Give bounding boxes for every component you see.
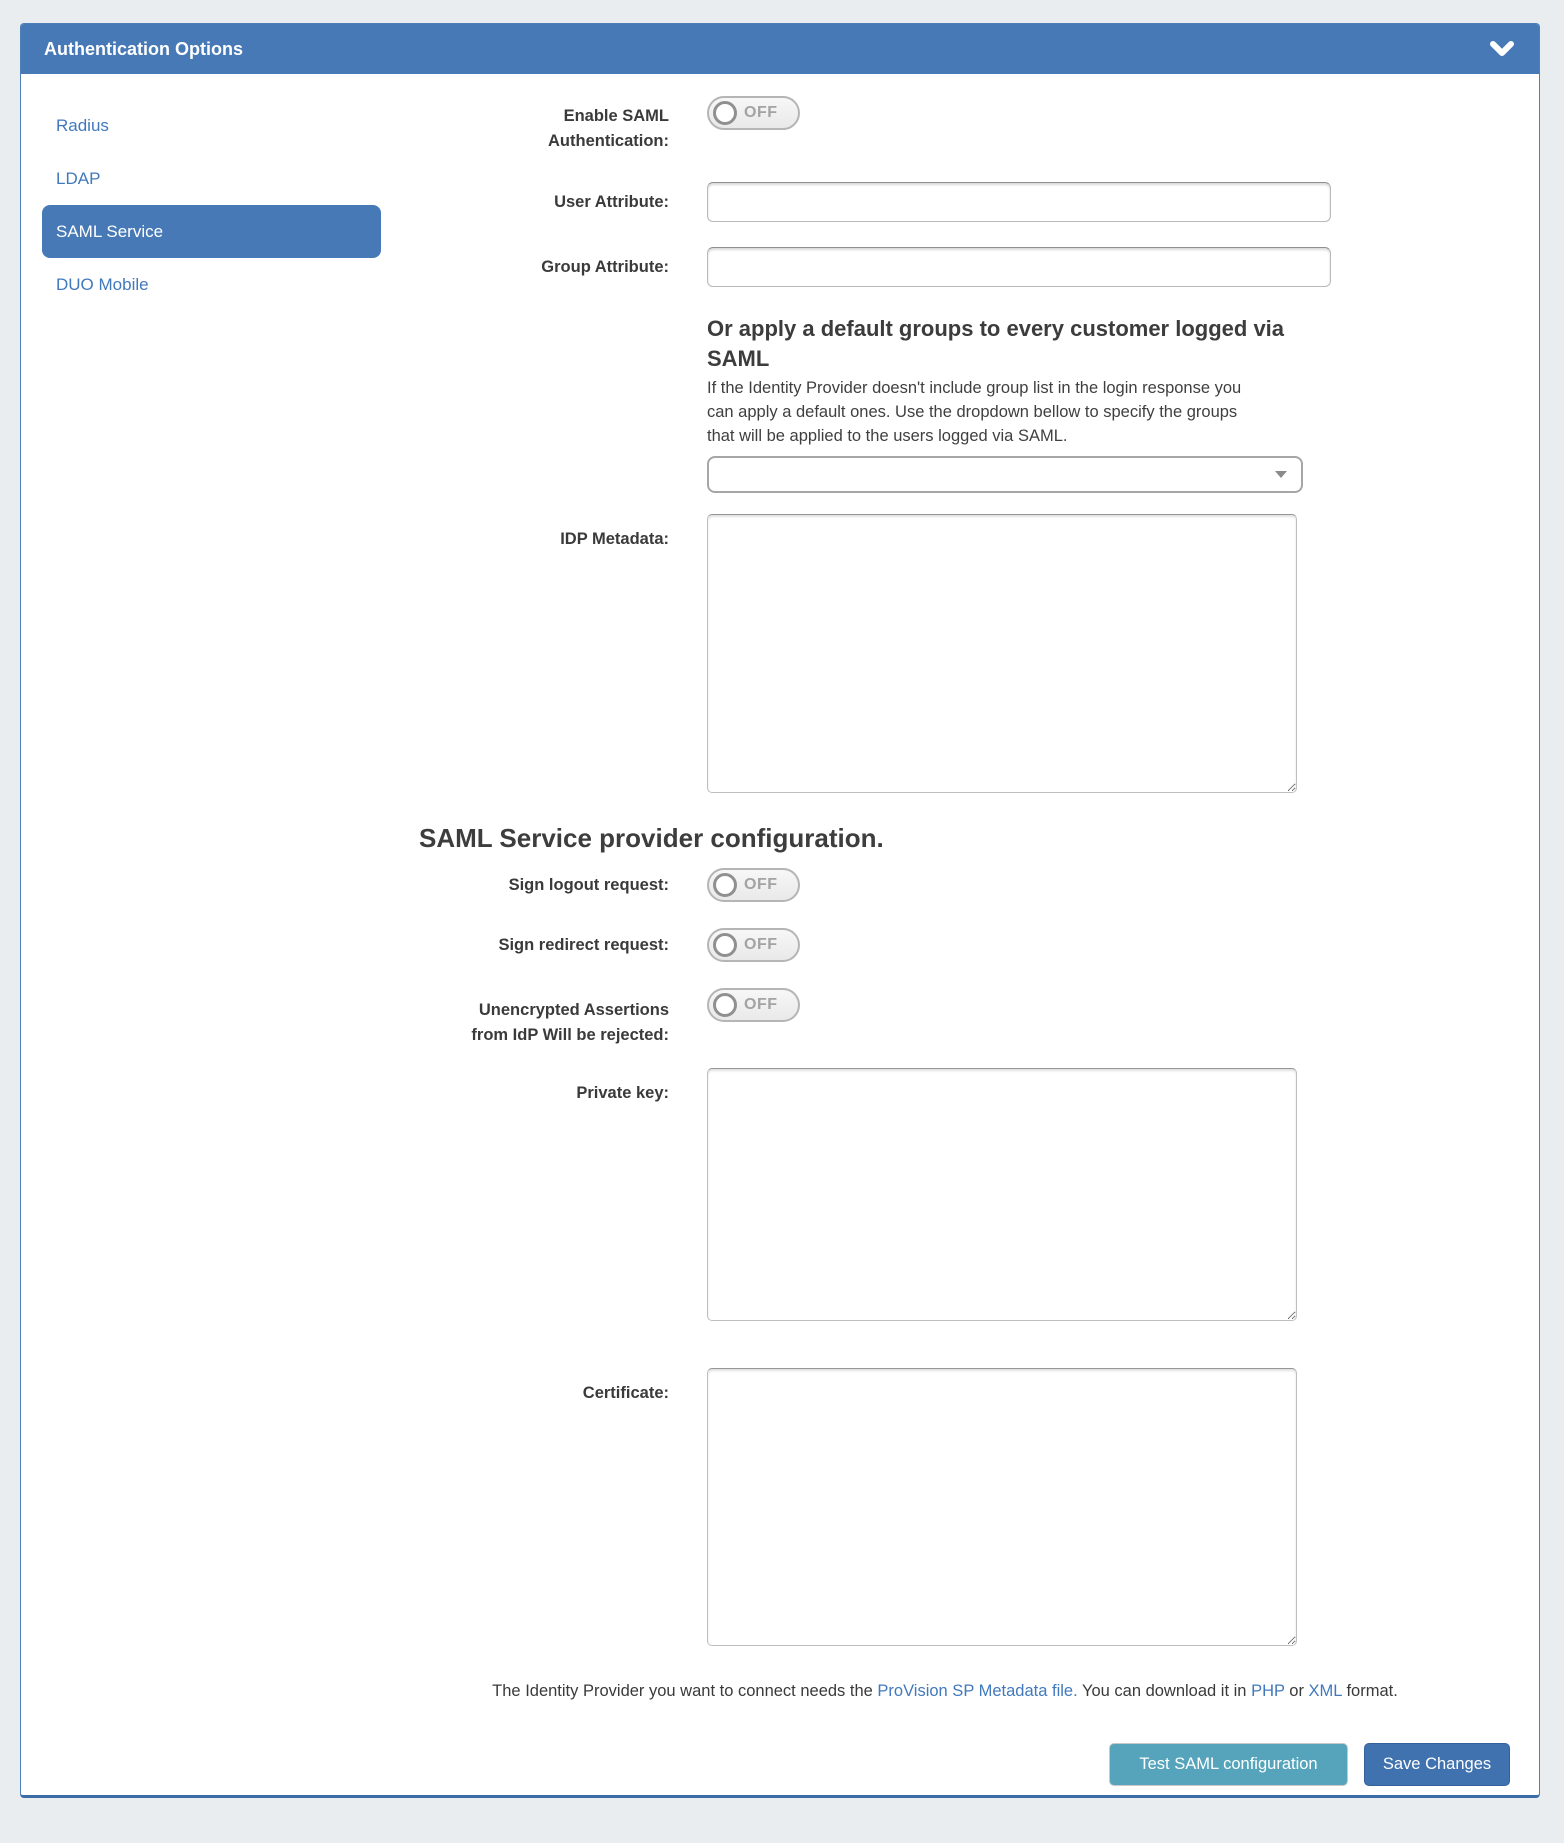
unencrypted-assertions-toggle[interactable]: [707, 988, 800, 1022]
certificate-row: [381, 1368, 1539, 1646]
enable-saml-row: [381, 96, 1539, 154]
sidebar: [21, 74, 381, 311]
toggle-state-label: OFF: [744, 104, 778, 121]
saml-form: [381, 74, 1539, 1786]
private-key-textarea[interactable]: [707, 1068, 1297, 1321]
php-format-link[interactable]: PHP: [1251, 1682, 1285, 1700]
sidebar-item-radius[interactable]: Radius: [56, 115, 109, 135]
default-groups-section: [707, 314, 1367, 448]
sp-configuration-heading: SAML Service provider configuration.: [419, 823, 884, 853]
enable-saml-label-line2: Authentication:: [548, 132, 669, 150]
idp-metadata-label: IDP Metadata:: [560, 530, 669, 548]
user-attribute-label: User Attribute:: [554, 192, 669, 211]
note-text: format.: [1341, 1682, 1398, 1700]
toggle-state-label: OFF: [744, 936, 778, 953]
panel-body: [21, 74, 1539, 1786]
enable-saml-toggle[interactable]: [707, 96, 800, 130]
toggle-knob: [713, 873, 737, 897]
sp-metadata-file-link[interactable]: ProVision SP Metadata file.: [877, 1682, 1078, 1700]
unencrypted-assertions-row: [381, 988, 1539, 1048]
group-attribute-row: [381, 247, 1539, 287]
note-text: or: [1284, 1682, 1309, 1700]
idp-metadata-row: [381, 514, 1539, 793]
sidebar-item-ldap[interactable]: LDAP: [56, 168, 101, 188]
save-changes-button[interactable]: Save Changes: [1364, 1743, 1510, 1786]
group-attribute-input[interactable]: [707, 247, 1331, 287]
authentication-options-panel: [20, 23, 1540, 1798]
xml-format-link[interactable]: XML: [1308, 1682, 1342, 1700]
toggle-state-label: OFF: [744, 876, 778, 893]
user-attribute-input[interactable]: [707, 182, 1331, 222]
sign-redirect-toggle[interactable]: [707, 928, 800, 962]
sign-logout-toggle[interactable]: [707, 868, 800, 902]
toggle-state-label: OFF: [744, 996, 778, 1013]
panel-header: [21, 24, 1539, 74]
default-groups-description-line1: If the Identity Provider doesn't include group list in the login response you: [707, 379, 1242, 397]
default-groups-description-line3: that will be applied to the users logged via SAML.: [707, 427, 1068, 445]
test-saml-configuration-button[interactable]: Test SAML configuration: [1109, 1743, 1348, 1786]
sign-logout-label: Sign logout request:: [508, 876, 669, 894]
certificate-textarea[interactable]: [707, 1368, 1297, 1646]
sidebar-item-duo-mobile[interactable]: DUO Mobile: [56, 274, 149, 294]
action-buttons: [381, 1743, 1539, 1786]
enable-saml-label-line1: Enable SAML: [563, 107, 669, 125]
default-groups-select-wrap: [707, 456, 1303, 493]
unencrypted-assertions-label: [459, 988, 669, 1048]
sidebar-item-saml-service[interactable]: SAML Service: [42, 205, 381, 258]
default-groups-select[interactable]: [707, 456, 1303, 493]
panel-title: Authentication Options: [44, 38, 243, 59]
default-groups-description: [707, 376, 1367, 448]
default-groups-description-line2: can apply a default ones. Use the dropdown bellow to specify the groups: [707, 403, 1238, 421]
default-groups-heading-line1: Or apply a default groups to every customer logged via: [707, 316, 1285, 341]
private-key-row: [381, 1068, 1539, 1321]
toggle-knob: [713, 993, 737, 1017]
user-attribute-row: [381, 182, 1539, 222]
note-text: The Identity Provider you want to connect needs the: [492, 1682, 878, 1700]
default-groups-heading: [707, 314, 1367, 374]
sign-logout-row: [381, 868, 1539, 902]
sign-redirect-label: Sign redirect request:: [498, 936, 669, 954]
unencrypted-assertions-label-line2: from IdP Will be rejected:: [471, 1026, 669, 1044]
toggle-knob: [713, 933, 737, 957]
unencrypted-assertions-label-line1: Unencrypted Assertions: [478, 1001, 669, 1019]
chevron-down-icon[interactable]: [1490, 41, 1514, 57]
sp-metadata-note: [381, 1682, 1509, 1701]
private-key-label: Private key:: [576, 1084, 669, 1102]
certificate-label: Certificate:: [582, 1384, 669, 1402]
default-groups-heading-line2: SAML: [707, 346, 770, 371]
idp-metadata-textarea[interactable]: [707, 514, 1297, 793]
group-attribute-label: Group Attribute:: [541, 257, 669, 276]
note-text: You can download it in: [1077, 1682, 1252, 1700]
toggle-knob: [713, 101, 737, 125]
sign-redirect-row: [381, 928, 1539, 962]
enable-saml-label: [459, 96, 669, 154]
